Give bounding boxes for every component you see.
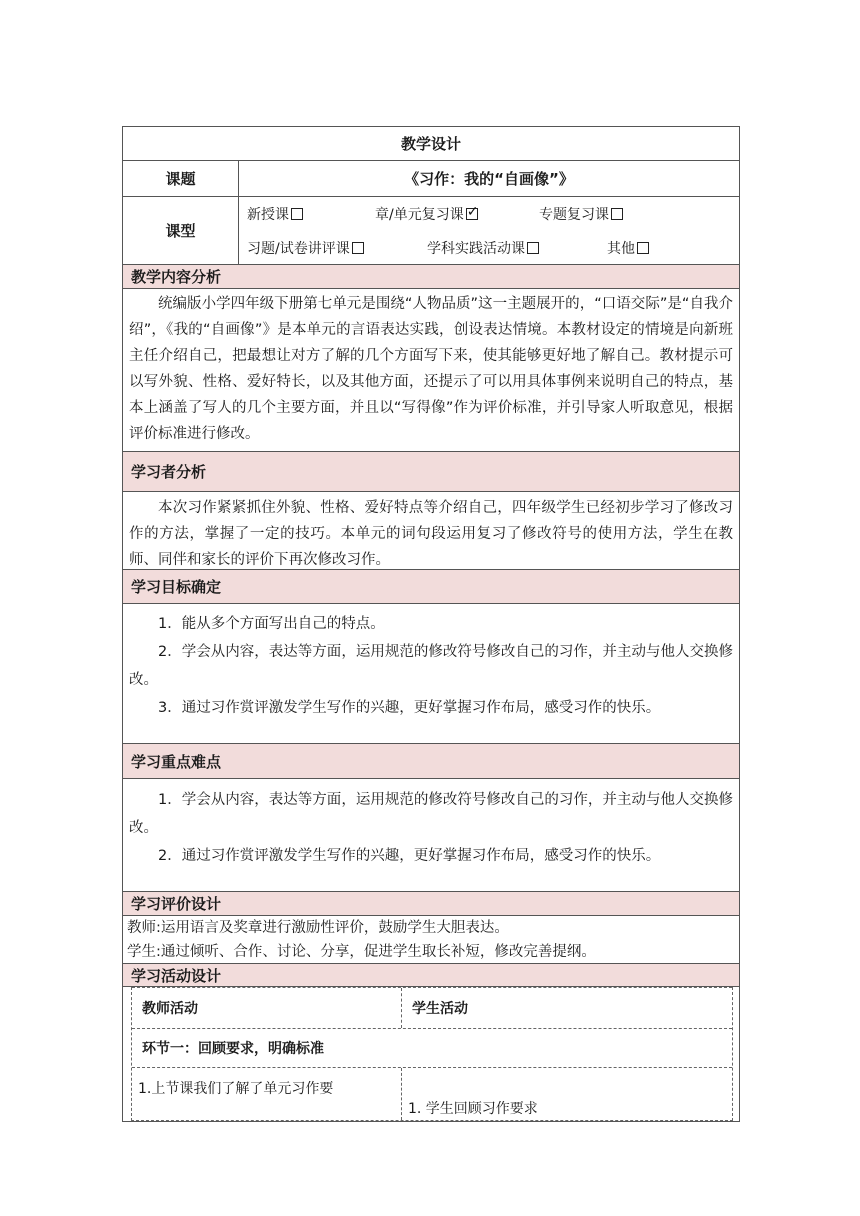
- learner-analysis-text: 本次习作紧紧抓住外貌、性格、爱好特点等介绍自己，四年级学生已经初步学习了修改习作的方法，掌握了一定的技巧。本单元的词句段运用复习了修改符号的使用方法，学生在教师、同伴和家长的评价下再次修改习作。: [129, 500, 733, 568]
- learner-analysis-heading: 学习者分析: [123, 452, 739, 492]
- checkbox-unit-review[interactable]: [466, 208, 478, 220]
- objectives-body: [123, 604, 739, 744]
- col-teacher: 教师活动: [132, 988, 402, 1028]
- topic-value: 《习作：我的“自画像”》: [404, 170, 574, 188]
- lesson-type-line-2: [247, 231, 739, 265]
- topic-label: 课题: [123, 161, 239, 196]
- checkbox-topic-review[interactable]: [611, 208, 623, 220]
- activities-table: [131, 987, 733, 1121]
- option-label: 新授课: [247, 207, 289, 223]
- activities-heading: 学习活动设计: [123, 964, 739, 987]
- option-practice-activity[interactable]: [427, 238, 607, 258]
- objective-item: 3．通过习作赏评激发学生写作的兴趣，更好掌握习作布局，感受习作的快乐。: [158, 700, 661, 716]
- lesson-type-label: 课型: [123, 197, 239, 264]
- lesson-type-line-1: [247, 197, 739, 231]
- key-point-item: 1．学会从内容，表达等方面，运用规范的修改符号修改自己的习作，并主动与他人交换修改。: [129, 792, 733, 836]
- col-student: 学生活动: [412, 1001, 468, 1017]
- option-label: 习题/试卷讲评课: [247, 241, 350, 257]
- activities-header-row: [132, 987, 732, 1028]
- student-activity-1: 1. 学生回顾习作要求: [408, 1101, 538, 1117]
- table-title: 教学设计: [123, 127, 739, 161]
- activities-body: [123, 987, 739, 1121]
- objective-item: 2．学会从内容，表达等方面，运用规范的修改符号修改自己的习作，并主动与他人交换修改。: [129, 644, 733, 688]
- evaluation-heading: 学习评价设计: [123, 892, 739, 916]
- option-new-lesson[interactable]: [247, 204, 375, 224]
- option-label: 学科实践活动课: [427, 241, 525, 257]
- lesson-type-row: [123, 197, 739, 265]
- key-point-item: 2．通过习作赏评激发学生写作的兴趣，更好掌握习作布局，感受习作的快乐。: [158, 848, 661, 864]
- option-topic-review[interactable]: [539, 204, 623, 224]
- checkbox-practice-activity[interactable]: [527, 242, 539, 254]
- option-exercise-review[interactable]: [247, 238, 427, 258]
- lesson-type-options: [239, 197, 739, 264]
- learner-analysis-body: [123, 492, 739, 570]
- key-points-body: [123, 779, 739, 892]
- objectives-heading: 学习目标确定: [123, 570, 739, 604]
- teacher-activity-1: 1.上节课我们了解了单元习作要: [132, 1068, 402, 1120]
- option-unit-review[interactable]: [375, 204, 539, 224]
- key-points-heading: 学习重点难点: [123, 744, 739, 779]
- activity-row: [132, 1067, 732, 1120]
- evaluation-teacher: 教师:运用语言及奖章进行激励性评价，鼓励学生大胆表达。: [127, 920, 509, 936]
- content-analysis-heading: 教学内容分析: [123, 265, 739, 289]
- lesson-plan-table: [122, 126, 740, 1122]
- option-other[interactable]: [607, 238, 649, 258]
- topic-row: [123, 161, 739, 197]
- checkbox-new-lesson[interactable]: [291, 208, 303, 220]
- checkbox-exercise-review[interactable]: [352, 242, 364, 254]
- content-analysis-body: [123, 289, 739, 452]
- option-label: 章/单元复习课: [375, 207, 464, 223]
- option-label: 其他: [607, 241, 635, 257]
- evaluation-student: 学生:通过倾听、合作、讨论、分享，促进学生取长补短，修改完善提纲。: [127, 944, 596, 960]
- checkbox-other[interactable]: [637, 242, 649, 254]
- option-label: 专题复习课: [539, 207, 609, 223]
- evaluation-body: [123, 916, 739, 964]
- objective-item: 1．能从多个方面写出自己的特点。: [158, 616, 385, 632]
- stage-1-title: 环节一：回顾要求，明确标准: [132, 1028, 732, 1067]
- content-analysis-text: 统编版小学四年级下册第七单元是围绕“人物品质”这一主题展开的，“口语交际”是“自我介绍”，《我的“自画像”》是本单元的言语表达实践，创设表达情境。本教材设定的情境是向新班主任介绍自己，把最想让对方了解的几个方面写下来，使其能够更好地了解自己。教材提示可以写外貌、性格、爱好特长，以及其他方面，还提示了可以用具体事例来说明自己的特点，基本上涵盖了写人的几个主要方面，并且以“写得像”作为评价标准，并引导家人听取意见，根据评价标准进行修改。: [129, 296, 733, 442]
